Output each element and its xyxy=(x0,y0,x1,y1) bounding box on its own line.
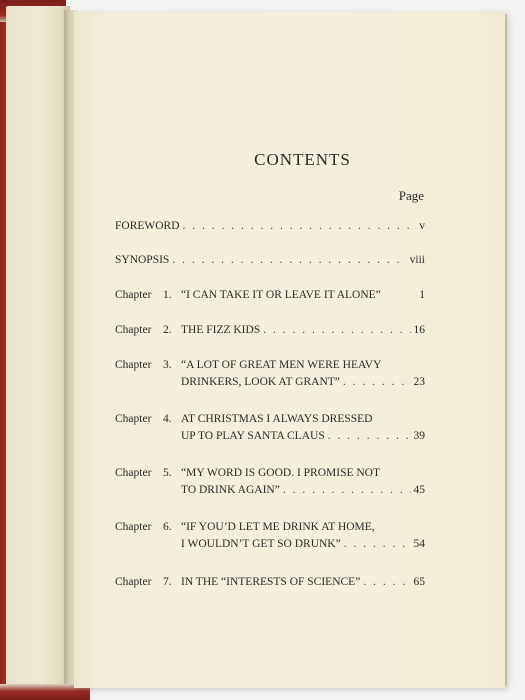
chapter-title: AT CHRISTMAS I ALWAYS DRESSED xyxy=(181,413,373,425)
toc-entry-page: viii xyxy=(409,254,425,266)
chapter-word: Chapter xyxy=(115,413,152,425)
page-column-label: Page xyxy=(398,188,424,203)
chapter-word: Chapter xyxy=(115,576,152,588)
chapter-word: Chapter xyxy=(115,359,152,371)
chapter-title-cont: DRINKERS, LOOK AT GRANT” xyxy=(181,376,340,388)
chapter-title: IN THE “INTERESTS OF SCIENCE” xyxy=(181,576,361,588)
toc-entry-label: SYNOPSIS xyxy=(115,254,170,266)
toc-entry-page: v xyxy=(419,220,425,232)
chapter-number: 5. xyxy=(163,467,172,479)
chapter-page: 65 xyxy=(413,576,425,588)
chapter-title-cont: UP TO PLAY SANTA CLAUS xyxy=(181,430,325,442)
contents-heading: CONTENTS xyxy=(254,150,351,169)
leader-dots xyxy=(343,374,411,391)
chapter-page: 16 xyxy=(413,324,425,336)
leader-dots xyxy=(363,574,410,591)
chapter-word: Chapter xyxy=(115,324,152,336)
leader-dots xyxy=(172,252,406,269)
chapter-number: 6. xyxy=(163,521,172,533)
chapter-title: “MY WORD IS GOOD. I PROMISE NOT xyxy=(181,467,381,479)
chapter-page: 54 xyxy=(413,538,425,550)
leader-dots xyxy=(183,218,417,235)
leader-dots xyxy=(263,322,410,339)
toc-entry-synopsis[interactable] xyxy=(115,252,425,269)
chapter-number: 4. xyxy=(163,413,172,425)
chapter-title: “A LOT OF GREAT MEN WERE HEAVY xyxy=(181,359,382,371)
chapter-title: “IF YOU’D LET ME DRINK AT HOME, xyxy=(181,521,375,533)
chapter-number: 2. xyxy=(163,324,172,336)
chapter-title-cont: I WOULDN’T GET SO DRUNK” xyxy=(181,538,341,550)
toc-entry-foreword[interactable] xyxy=(115,218,425,235)
chapter-word: Chapter xyxy=(115,521,152,533)
chapter-page: 39 xyxy=(413,430,425,442)
chapter-number: 1. xyxy=(163,289,172,301)
chapter-number: 7. xyxy=(163,576,172,588)
toc-entry-label: FOREWORD xyxy=(115,220,180,232)
chapter-word: Chapter xyxy=(115,289,152,301)
chapter-page: 23 xyxy=(413,376,425,388)
leader-dots xyxy=(344,536,411,553)
chapter-title: THE FIZZ KIDS xyxy=(181,324,261,336)
chapter-number: 3. xyxy=(163,359,172,371)
facing-page xyxy=(6,6,70,692)
leader-dots xyxy=(328,428,411,445)
leader-dots xyxy=(283,482,411,499)
chapter-page: 1 xyxy=(419,289,425,301)
chapter-title: “I CAN TAKE IT OR LEAVE IT ALONE” xyxy=(181,289,381,301)
chapter-title-cont: TO DRINK AGAIN” xyxy=(181,484,280,496)
chapter-page: 45 xyxy=(413,484,425,496)
chapter-word: Chapter xyxy=(115,467,152,479)
